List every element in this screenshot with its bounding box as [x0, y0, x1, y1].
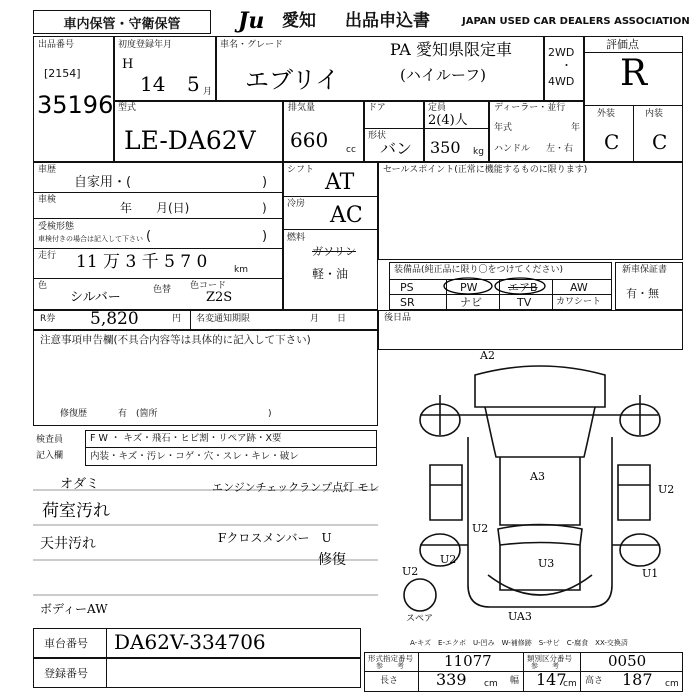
- capacity-label: 定員: [428, 103, 447, 113]
- capacity-value: 2(4)人: [428, 113, 468, 128]
- car-name-label: 車名・グレード: [220, 40, 284, 50]
- length-unit: cm: [484, 679, 498, 689]
- note-hw-5: Fクロスメンバー U: [218, 531, 332, 545]
- height-unit: cm: [665, 679, 679, 689]
- coupon-label: R券: [40, 314, 56, 324]
- equip-navi: ナビ: [460, 296, 482, 309]
- warranty-label: 新車保証書: [622, 265, 668, 275]
- note-hw-7: ボディーAW: [40, 602, 108, 616]
- inspector-label: 検査員: [36, 435, 64, 445]
- model-value: LE-DA62V: [124, 126, 256, 155]
- equip-pw: PW: [460, 281, 478, 294]
- lot-sub-number: [2154]: [44, 67, 81, 80]
- note-hw-1: オダミ: [60, 477, 100, 492]
- grade-sub: (ハイルーフ): [400, 66, 486, 84]
- notice-label: 名変通知期限: [196, 314, 251, 324]
- car-name: エブリイ: [245, 66, 340, 94]
- equip-leather: カワシート: [556, 297, 602, 307]
- color-label: 色: [38, 281, 48, 291]
- lot-number-label: 出品番号: [38, 40, 75, 50]
- cert-label: 形式指定番号: [368, 654, 413, 663]
- cert-sub: 参 考: [376, 662, 404, 670]
- rear-items-block: [378, 310, 683, 350]
- delivery-label: 受検形態: [38, 222, 75, 232]
- inspection-value: 年 月(日): [120, 201, 190, 215]
- mileage-label: 走行: [38, 251, 57, 261]
- car-damage-diagram: [400, 345, 682, 630]
- history-value: 自家用・(: [74, 175, 132, 190]
- ac-label: 冷房: [287, 199, 306, 209]
- year-unit: 年: [571, 123, 581, 133]
- load-value: 350: [430, 138, 461, 157]
- shift-value: AT: [325, 170, 355, 195]
- width-value: 147: [536, 670, 567, 689]
- evaluation-label: 評価点: [606, 38, 639, 51]
- repair-close: ): [268, 409, 272, 419]
- door-label: ドア: [368, 103, 386, 113]
- dmg-a2: A2: [480, 349, 495, 362]
- equip-aw: AW: [570, 281, 588, 294]
- dmg-a3: A3: [530, 470, 545, 483]
- color-change-label: 色替: [153, 285, 172, 295]
- year-label: 年式: [494, 123, 513, 133]
- delivery-open: (: [146, 229, 152, 244]
- dmg-ua3: UA3: [508, 610, 532, 623]
- note-hw-3: 天井汚れ: [40, 536, 96, 552]
- ac-value: AC: [330, 203, 363, 228]
- history-close: ): [262, 175, 268, 190]
- sales-point-label: セールスポイント(正常に機能するものに限ります): [383, 165, 588, 175]
- mileage-unit: km: [234, 265, 248, 275]
- handle-label: ハンドル: [494, 144, 531, 154]
- inspection-close: ): [262, 201, 267, 215]
- reg-month: 5: [187, 72, 200, 96]
- notes-label: 注意事項申告欄(不具合内容等は具体的に記入して下さい): [40, 334, 311, 346]
- fuel-label: 燃料: [287, 233, 306, 243]
- drive-2wd: 2WD: [548, 46, 575, 59]
- shape-value: バン: [380, 139, 413, 158]
- equipment-label: 装備品(純正品に限り〇をつけてください): [394, 265, 564, 275]
- equip-tv: TV: [517, 296, 532, 309]
- cert-value: 11077: [444, 652, 492, 670]
- inspection-label: 車検: [38, 195, 57, 205]
- dmg-u1: U1: [642, 567, 659, 580]
- delivery-close: ): [262, 229, 268, 244]
- class-value: 0050: [608, 652, 647, 670]
- load-unit: kg: [473, 147, 484, 157]
- repair-value: 有 (箇所: [118, 409, 158, 419]
- chassis-value: DA62V-334706: [114, 630, 266, 654]
- inspector-entry-label: 記入欄: [36, 451, 64, 461]
- color-code-label: 色コード: [190, 281, 227, 291]
- notice-value: 月 日: [310, 314, 347, 324]
- displacement-unit: cc: [346, 145, 356, 155]
- length-value: 339: [436, 670, 467, 689]
- length-label: 長さ: [380, 676, 399, 686]
- drive-4wd: 4WD: [548, 75, 575, 88]
- height-label: 高さ: [585, 676, 604, 686]
- history-label: 車歴: [38, 165, 57, 175]
- equip-airbag: エアB: [508, 281, 538, 294]
- damage-legend: A-キズ E-エクボ U-凹み W-補修跡 S-サビ C-腐食 XX-交換済: [410, 639, 628, 647]
- branch-name: 愛知: [282, 11, 316, 31]
- shift-label: シフト: [287, 165, 315, 175]
- mileage-value: 11 万 3 千 5 7 0: [76, 252, 208, 272]
- ju-logo: Ju: [238, 8, 265, 34]
- coupon-unit: 円: [172, 314, 182, 324]
- chassis-label: 車台番号: [44, 637, 88, 650]
- registration-label: 登録番号: [44, 667, 88, 680]
- color-value: シルバー: [70, 290, 121, 305]
- dmg-u2-wheel: U2: [440, 553, 457, 566]
- dmg-u2-left: U2: [472, 522, 489, 535]
- fuel-other: 軽・油: [312, 267, 349, 281]
- note-hw-2: 荷室汚れ: [42, 501, 110, 521]
- width-unit: cm: [563, 679, 577, 689]
- evaluation-score: R: [620, 53, 648, 94]
- reg-month-unit: 月: [203, 87, 213, 97]
- equipment-circle-mark: [440, 276, 550, 296]
- height-value: 187: [622, 670, 653, 689]
- note-hw-4: エンジンチェックランプ点灯 モレ: [212, 481, 380, 494]
- model-label: 型式: [118, 103, 137, 113]
- width-label: 幅: [510, 676, 520, 686]
- equip-sr: SR: [400, 296, 415, 309]
- class-sub: 参 考: [531, 662, 559, 670]
- displacement-label: 排気量: [288, 103, 316, 113]
- association-name: JAPAN USED CAR DEALERS ASSOCIATION: [462, 16, 690, 27]
- repair-label: 修復歴: [60, 409, 88, 419]
- class-label: 類別区分番号: [527, 654, 572, 663]
- reg-year: 14: [140, 72, 166, 96]
- fuel-value: ガソリン: [312, 245, 356, 258]
- dmg-u2-spare: U2: [402, 565, 419, 578]
- dmg-u3: U3: [538, 557, 555, 570]
- spare-label: スペア: [406, 614, 434, 624]
- handle-value: 左・右: [546, 144, 574, 154]
- coupon-value: 5,820: [90, 309, 139, 329]
- reg-era: H: [122, 57, 134, 72]
- delivery-note: 車検付きの場合は記入して下さい: [38, 235, 143, 243]
- warranty-value: 有・無: [626, 287, 659, 300]
- color-code-value: Z2S: [206, 290, 233, 305]
- form-title: 出品申込書: [345, 11, 430, 31]
- displacement-value: 660: [290, 128, 329, 152]
- lot-number: 35196: [37, 91, 114, 119]
- inspector-line-2: 内装・キズ・汚レ・コゲ・穴・スレ・キレ・破レ: [90, 451, 299, 462]
- drive-separator: ・: [561, 59, 572, 72]
- storage-label: 車内保管・守衛保管: [33, 10, 211, 34]
- note-hw-6: 修復: [318, 552, 346, 568]
- shape-label: 形状: [368, 131, 387, 141]
- interior-label: 内装: [645, 109, 664, 119]
- rear-items-label: 後日品: [384, 313, 412, 323]
- sales-point-block: [378, 162, 683, 260]
- exterior-grade: C: [604, 130, 620, 154]
- first-registration-label: 初度登録年月: [118, 40, 173, 50]
- interior-grade: C: [652, 130, 668, 154]
- inspector-line-1: F W ・ キズ・飛石・ヒビ割・リペア跡・X要: [90, 433, 282, 444]
- grade: PA 愛知県限定車: [390, 40, 512, 59]
- exterior-label: 外装: [597, 109, 616, 119]
- dealer-label: ディーラー・並行: [494, 103, 566, 113]
- dmg-u2-right: U2: [658, 483, 675, 496]
- equip-ps: PS: [400, 281, 414, 294]
